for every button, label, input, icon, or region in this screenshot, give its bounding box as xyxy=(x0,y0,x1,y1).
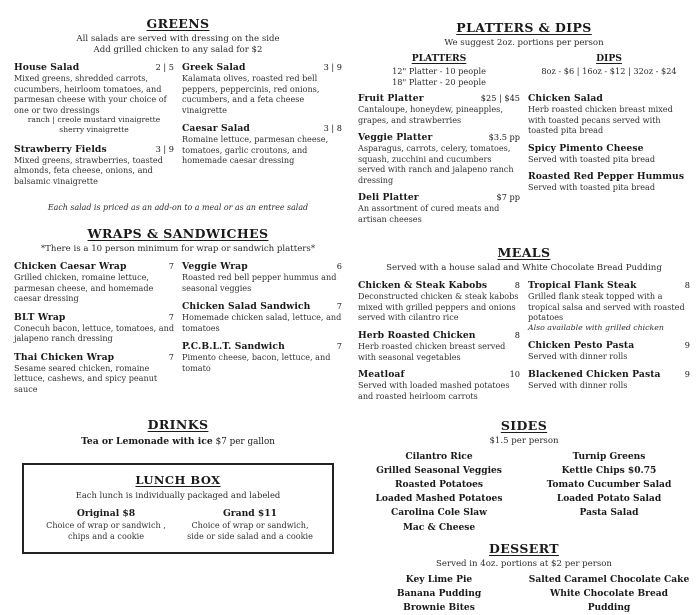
menu-item xyxy=(528,369,690,391)
lunchbox-title: LUNCH BOX xyxy=(135,473,221,488)
meals-title: MEALS xyxy=(497,245,551,261)
menu-item xyxy=(358,369,520,401)
item-name: Chicken & Steak Kabobs xyxy=(358,280,488,292)
item-description: Cantaloupe, honeydew, pineapples, grapes, and strawberries xyxy=(358,104,503,125)
item-price: 3 | 9 xyxy=(155,143,174,154)
item-description: Asparagus, carrots, celery, tomatoes, squash, zucchini and cucumbers served with ranch and jalapeno ranch dressing xyxy=(358,143,514,185)
option-name: Original $8 xyxy=(76,508,136,520)
item-name: Roasted Red Pepper Hummus xyxy=(528,171,685,183)
dessert-left-list xyxy=(358,573,520,615)
menu-item xyxy=(358,132,520,185)
item-price: 3 | 8 xyxy=(323,123,342,134)
item-description: Mixed greens, strawberries, toasted almonds, feta cheese, onions, and balsamic vinaigrette xyxy=(14,154,163,186)
greens-footnote: Each salad is priced as an add-on to a meal or as an entree salad xyxy=(47,203,309,213)
menu-item xyxy=(528,171,690,193)
item-name: BLT Wrap xyxy=(14,311,66,323)
meals-left-list xyxy=(358,280,520,408)
item-name: Meatloaf xyxy=(358,369,405,381)
item-name: Caesar Salad xyxy=(182,123,250,135)
item-description: Deconstructed chicken & steak kabobs mixed with grilled peppers and onions served with cilantro rice xyxy=(358,291,519,323)
item-dressings-2: sherry vinaigrette xyxy=(59,125,129,135)
menu-item xyxy=(14,352,174,395)
greens-section xyxy=(14,16,342,212)
drinks-section xyxy=(14,417,342,447)
item-price: 7 xyxy=(168,311,174,322)
wraps-right-list xyxy=(182,261,342,401)
item-name: Deli Platter xyxy=(358,192,419,204)
side-item: Grilled Seasonal Veggies xyxy=(376,465,502,477)
sides-subtitle: $1.5 per person xyxy=(489,436,559,447)
side-item: Turnip Greens xyxy=(572,451,646,463)
drinks-item-name: Tea or Lemonade with ice xyxy=(81,436,213,448)
dessert-section xyxy=(358,541,690,615)
menu-item xyxy=(528,93,690,136)
side-item: Pasta Salad xyxy=(579,507,639,519)
sides-section xyxy=(358,418,690,535)
menu-item xyxy=(358,192,520,224)
right-column xyxy=(350,0,700,613)
menu-item xyxy=(358,330,520,362)
item-name: Blackened Chicken Pasta xyxy=(528,368,661,380)
item-description: Herb roasted chicken breast served with seasonal vegetables xyxy=(358,340,506,362)
item-name: Thai Chicken Wrap xyxy=(14,351,115,363)
dessert-item: White Chocolate Bread Pudding xyxy=(550,587,668,613)
wraps-left-list xyxy=(14,261,174,401)
item-name: Herb Roasted Chicken xyxy=(358,329,476,341)
item-price: 9 xyxy=(684,368,690,379)
side-item: Loaded Mashed Potatoes xyxy=(375,493,503,505)
item-name: Veggie Platter xyxy=(358,132,433,144)
item-description: Kalamata olives, roasted red bell peppers, peppercinis, red onions, cucumbers, and a feta cheese vinaigrette xyxy=(182,73,320,115)
drinks-item xyxy=(14,436,342,447)
item-name: Fruit Platter xyxy=(358,93,424,105)
item-price: 10 xyxy=(509,369,520,380)
item-price: 8 xyxy=(684,280,690,291)
item-name: House Salad xyxy=(14,62,80,73)
lunchbox-option xyxy=(178,508,322,541)
item-description: Homemade chicken salad, lettuce, and tomatoes xyxy=(182,312,342,333)
lunchbox-section xyxy=(22,463,334,554)
dessert-title: DESSERT xyxy=(489,540,559,556)
greens-title: GREENS xyxy=(146,16,210,31)
side-item: Kettle Chips $0.75 xyxy=(561,465,657,477)
item-price: 3 | 9 xyxy=(323,62,342,72)
meals-subtitle: Served with a house salad and White Chocolate Bread Pudding xyxy=(386,263,662,274)
item-price: 8 xyxy=(514,280,520,291)
platters-heading: PLATTERS xyxy=(411,53,467,64)
greens-subtitle-1: All salads are served with dressing on the side xyxy=(76,34,280,44)
option-name: Grand $11 xyxy=(222,508,278,520)
item-price: 6 xyxy=(336,261,342,272)
greens-left-list xyxy=(14,62,174,193)
item-name: Greek Salad xyxy=(182,62,246,73)
side-item: Tomato Cucumber Salad xyxy=(546,479,672,491)
item-description: An assortment of cured meats and artisan cheeses xyxy=(358,203,500,224)
item-name: Spicy Pimento Cheese xyxy=(528,142,644,154)
item-name: Chicken Salad xyxy=(528,93,603,105)
item-description: Conecuh bacon, lettuce, tomatoes, and jalapeno ranch dressing xyxy=(14,322,174,344)
item-description: Served with loaded mashed potatoes and roasted heirloom carrots xyxy=(358,380,510,401)
platter-size-1: 12" Platter - 10 people xyxy=(392,66,486,76)
lunchbox-option xyxy=(34,508,178,541)
wraps-section xyxy=(14,226,342,401)
item-description: Roasted red bell pepper hummus and seasonal veggies xyxy=(182,272,337,293)
meals-section xyxy=(358,245,690,408)
sides-left-list xyxy=(358,450,520,535)
platter-size-2: 18" Platter - 20 people xyxy=(392,76,486,87)
platter-items-list xyxy=(358,93,520,231)
menu-item xyxy=(182,301,342,333)
menu-item xyxy=(358,280,520,323)
side-item: Mac & Cheese xyxy=(402,521,476,533)
item-price: $7 pp xyxy=(496,192,520,203)
drinks-item-price: $7 per gallon xyxy=(215,437,275,448)
item-name: Tropical Flank Steak xyxy=(528,280,637,292)
side-item: Roasted Potatoes xyxy=(394,479,484,491)
sides-right-list xyxy=(528,450,690,535)
dessert-item: Brownie Bites xyxy=(403,601,475,613)
item-price: 2 | 5 xyxy=(155,62,174,72)
item-price: 7 xyxy=(336,301,342,312)
left-column xyxy=(0,0,350,544)
menu-item xyxy=(528,143,690,165)
dips-column xyxy=(528,53,690,87)
platters-column xyxy=(358,53,520,87)
item-price: 7 xyxy=(168,261,174,272)
greens-subtitle-2: Add grilled chicken to any salad for $2 xyxy=(93,45,263,55)
item-name: Chicken Caesar Wrap xyxy=(14,261,127,273)
dessert-item: Banana Pudding xyxy=(396,587,482,599)
item-description: Served with toasted pita bread xyxy=(528,153,656,164)
side-item: Loaded Potato Salad xyxy=(556,493,662,505)
item-name: Chicken Pesto Pasta xyxy=(528,340,635,352)
greens-right-list xyxy=(182,62,342,193)
lunchbox-subtitle: Each lunch is individually packaged and labeled xyxy=(75,490,281,501)
wraps-subtitle: *There is a 10 person minimum for wrap or sandwich platters* xyxy=(40,244,316,255)
side-item: Cilantro Rice xyxy=(405,451,473,463)
item-description: Romaine lettuce, parmesan cheese, tomatoes, garlic croutons, and homemade caesar dressing xyxy=(182,134,329,166)
dessert-item: Salted Caramel Chocolate Cake xyxy=(528,573,690,585)
item-description: Mixed greens, shredded carrots, cucumbers, heirloom tomatoes, and parmesan cheese with your choice of one or two dressings xyxy=(14,73,167,115)
dips-heading: DIPS xyxy=(596,53,622,64)
dips-prices: 8oz - $6 | 16oz - $12 | 32oz - $24 xyxy=(541,66,677,76)
item-price: 7 xyxy=(168,351,174,362)
item-description: Sesame seared chicken, romaine lettuce, cashews, and spicy peanut sauce xyxy=(14,362,158,394)
item-note: Also available with grilled chicken xyxy=(528,322,664,332)
platters-title: PLATTERS & DIPS xyxy=(456,20,592,35)
sides-title: SIDES xyxy=(500,418,548,434)
menu-item xyxy=(182,62,342,115)
dessert-subtitle: Served in 4oz. portions at $2 per person xyxy=(436,558,612,569)
item-description: Grilled flank steak topped with a tropical salsa and served with roasted potatoes xyxy=(528,291,685,323)
item-price: 9 xyxy=(684,340,690,351)
item-name: Chicken Salad Sandwich xyxy=(182,301,311,313)
item-price: $25 | $45 xyxy=(480,93,520,104)
menu-item xyxy=(182,341,342,373)
menu-item xyxy=(14,144,174,187)
item-description: Served with dinner rolls xyxy=(528,351,628,362)
menu-item xyxy=(528,280,690,333)
platters-subtitle: We suggest 2oz. portions per person xyxy=(444,38,604,48)
item-description: Pimento cheese, bacon, lettuce, and tomato xyxy=(182,352,331,373)
dessert-right-list xyxy=(528,573,690,615)
menu-item xyxy=(182,261,342,293)
item-name: P.C.B.L.T. Sandwich xyxy=(182,341,285,353)
dessert-item: Key Lime Pie xyxy=(405,573,473,585)
item-dressings-1: ranch | creole mustard vinaigrette xyxy=(27,115,161,125)
item-price: $3.5 pp xyxy=(488,132,520,143)
dip-items-list xyxy=(528,93,690,231)
side-item: Carolina Cole Slaw xyxy=(390,507,488,519)
option-description: Choice of wrap or sandwich, side or side salad and a cookie xyxy=(187,520,313,541)
item-price: 8 xyxy=(514,329,520,340)
item-name: Veggie Wrap xyxy=(182,261,248,273)
menu-item xyxy=(358,93,520,125)
platters-dips-section xyxy=(358,20,690,231)
meals-right-list xyxy=(528,280,690,408)
menu-item xyxy=(14,261,174,304)
menu-item xyxy=(528,340,690,362)
item-description: Served with toasted pita bread xyxy=(528,182,656,193)
wraps-title: WRAPS & SANDWICHES xyxy=(87,226,269,242)
item-description: Served with dinner rolls xyxy=(528,379,628,390)
menu-item xyxy=(182,123,342,166)
item-price: 7 xyxy=(336,341,342,352)
item-name: Strawberry Fields xyxy=(14,143,107,155)
menu-item xyxy=(14,62,174,136)
drinks-title: DRINKS xyxy=(147,417,209,433)
option-description: Choice of wrap or sandwich , chips and a cookie xyxy=(46,520,166,541)
item-description: Herb roasted chicken breast mixed with toasted pecans served with toasted pita bread xyxy=(528,104,673,136)
item-description: Grilled chicken, romaine lettuce, parmesan cheese, and homemade caesar dressing xyxy=(14,272,154,304)
menu-item xyxy=(14,312,174,344)
